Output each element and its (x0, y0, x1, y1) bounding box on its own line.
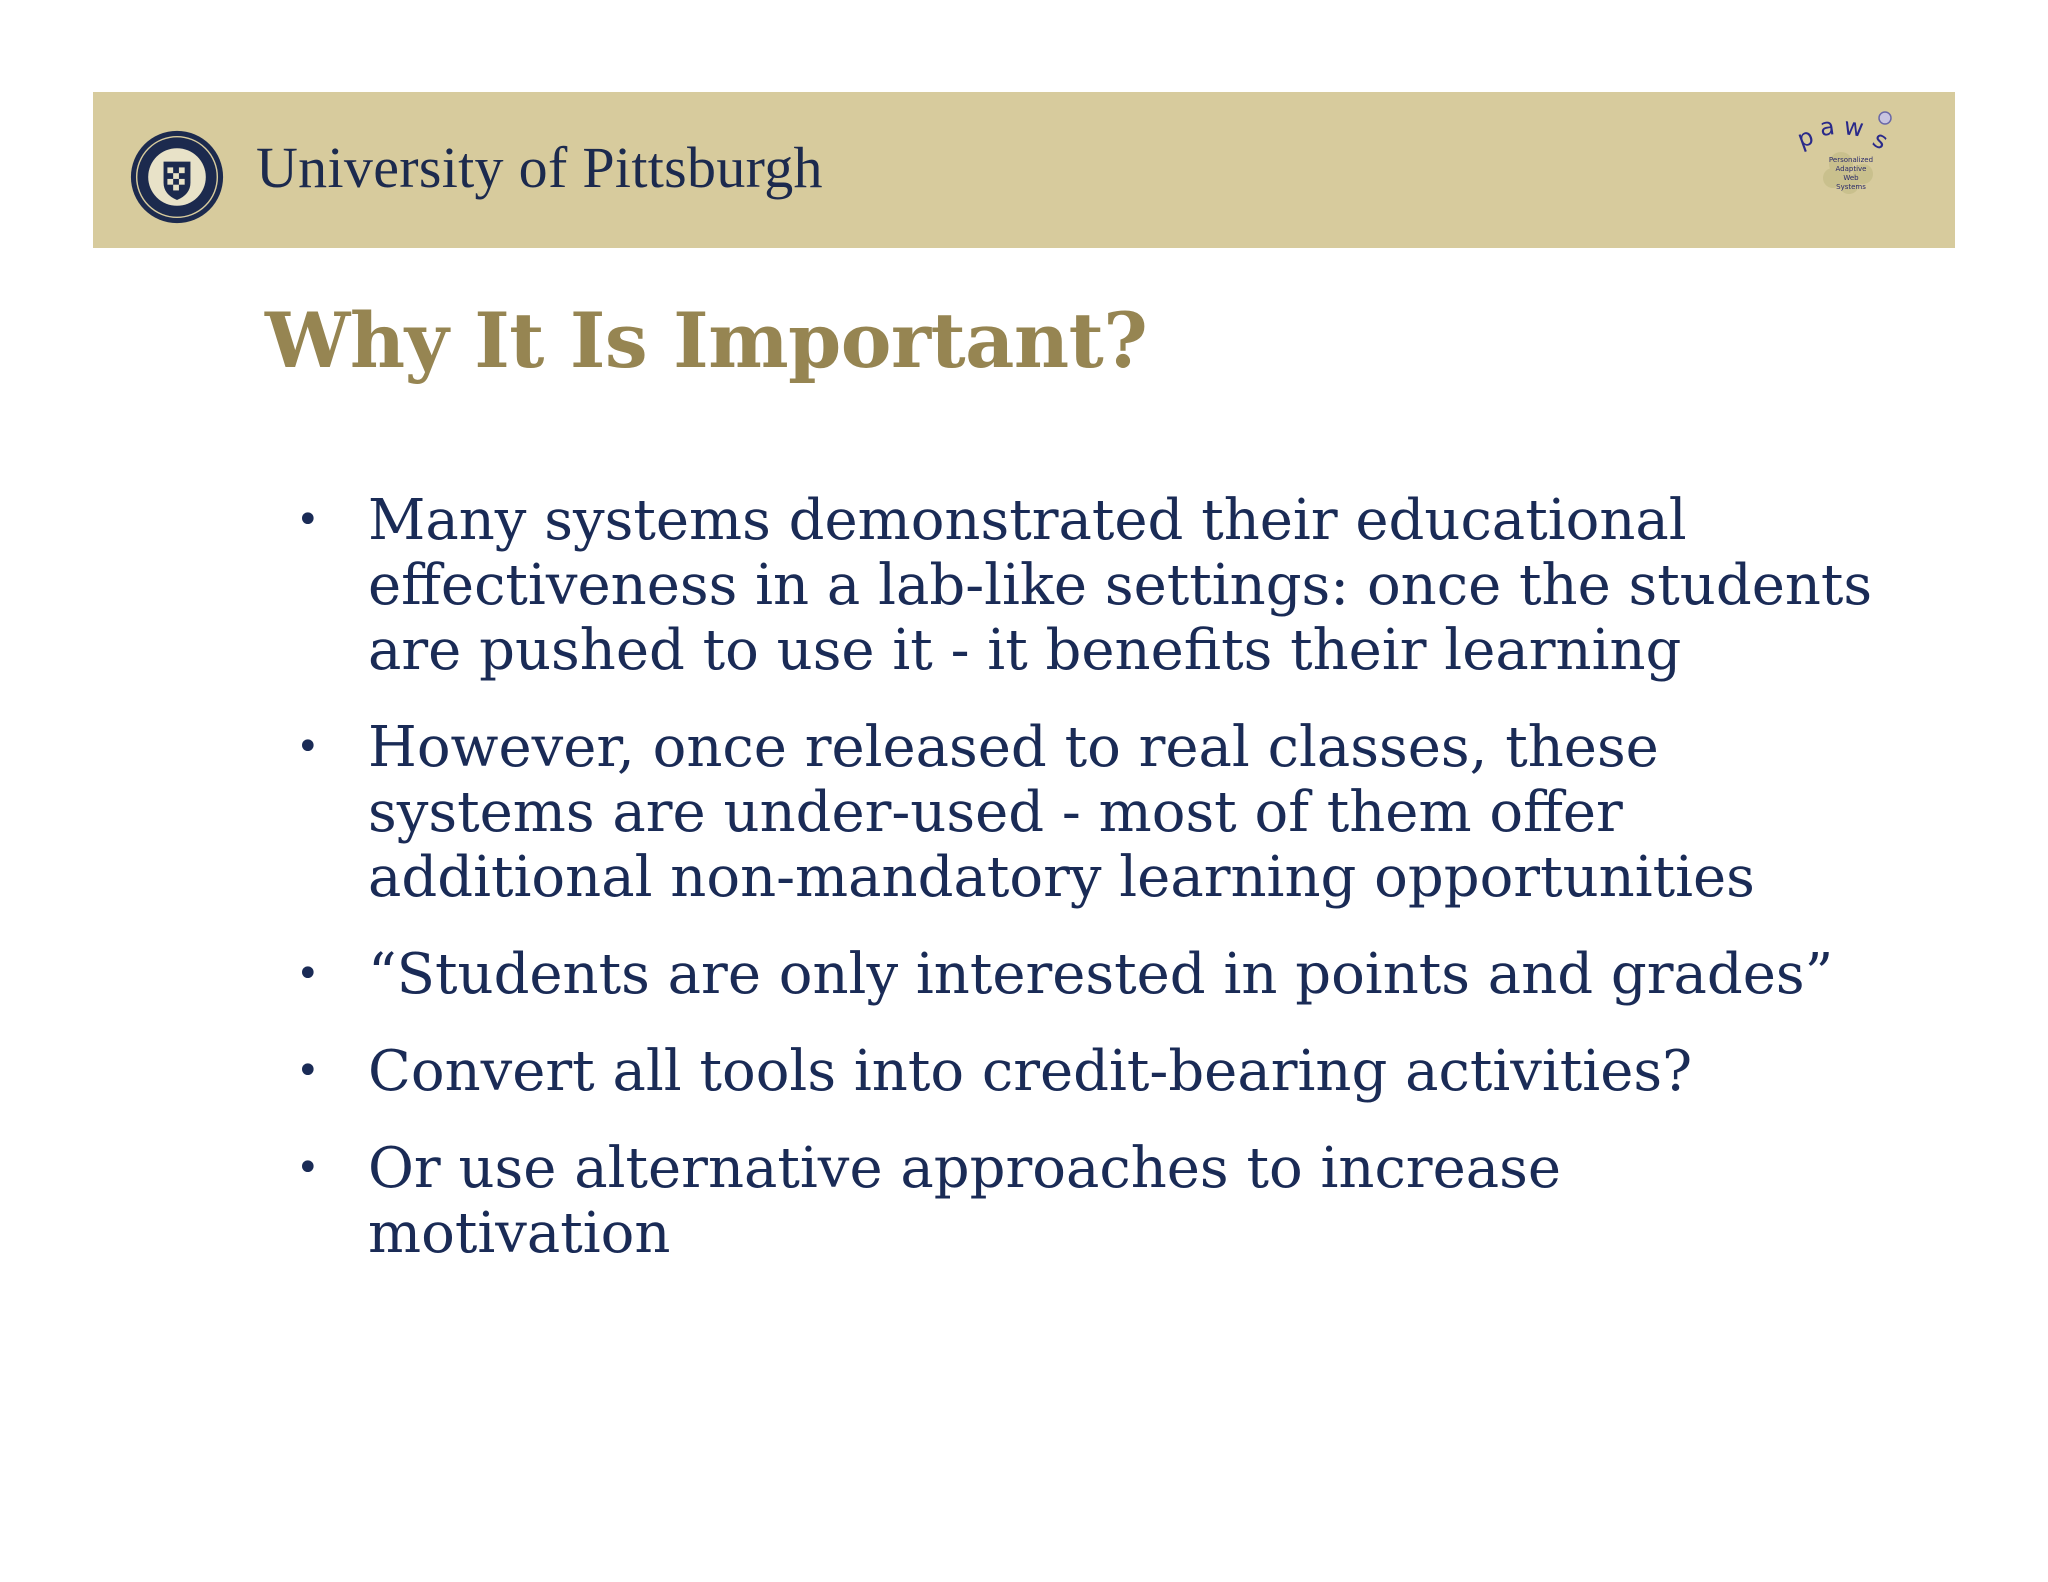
svg-text:p: p (1793, 122, 1818, 154)
bullet-icon: • (296, 724, 320, 770)
university-name: University of Pittsburgh (256, 135, 823, 200)
svg-text:Web: Web (1843, 174, 1859, 182)
bullet-text: Or use alternative approaches to increase motivation (368, 1136, 1561, 1266)
bullet-icon: • (296, 497, 320, 543)
bullet-item (296, 488, 1876, 683)
bullet-icon: • (296, 1048, 320, 1094)
svg-text:w: w (1842, 112, 1866, 143)
svg-text:Systems: Systems (1836, 183, 1866, 191)
bullet-icon: • (296, 1145, 320, 1191)
paws-logo-icon (1791, 104, 1901, 214)
bullet-text: Convert all tools into credit-bearing activities? (368, 1039, 1693, 1104)
svg-text:a: a (1817, 112, 1837, 142)
bullet-item (296, 942, 1876, 1007)
university-seal-icon (129, 129, 225, 225)
bullet-text: “Students are only interested in points and grades” (368, 942, 1834, 1007)
header-band (93, 92, 1955, 248)
bullet-item (296, 1136, 1876, 1266)
slide-title: Why It Is Important? (265, 296, 1148, 385)
svg-text:Adaptive: Adaptive (1835, 165, 1867, 173)
svg-text:Personalized: Personalized (1828, 156, 1874, 164)
bullet-icon: • (296, 951, 320, 997)
bullet-item (296, 1039, 1876, 1104)
svg-text:s: s (1868, 124, 1893, 156)
bullet-item (296, 715, 1876, 910)
bullet-list (296, 488, 1876, 1298)
bullet-text: However, once released to real classes, these systems are under-used - most of them offer additional non-mandatory learning opportunities (368, 715, 1755, 910)
bullet-text: Many systems demonstrated their educational effectiveness in a lab-like settings: once the students are pushed to use it - it benefits their learning (368, 488, 1873, 683)
